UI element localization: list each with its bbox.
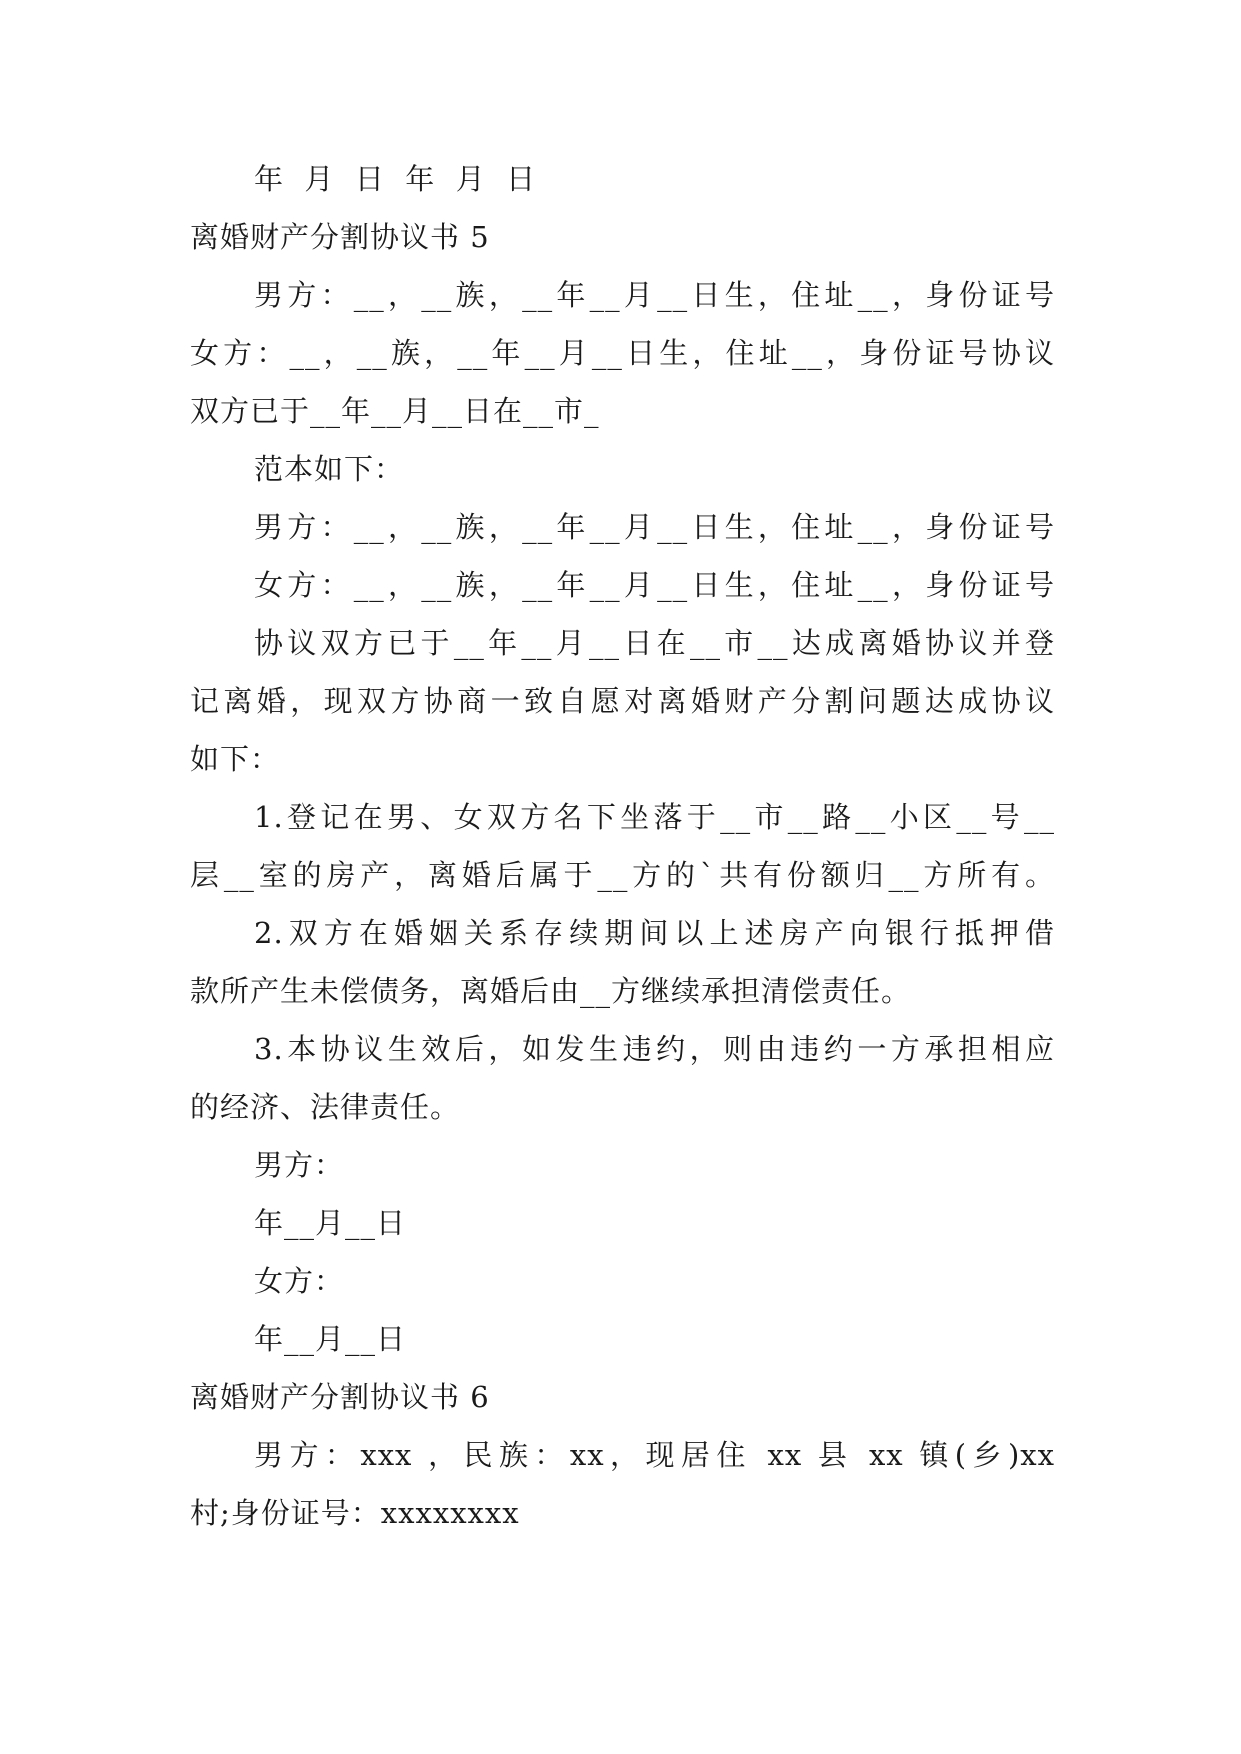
list-item-line: 层__室的房产，离婚后属于__方的`共有份额归__方所有。 xyxy=(190,858,1055,892)
date-line: 年 月 日 年 月 日 xyxy=(254,162,537,196)
paragraph-line: 男方：__，__族，__年__月__日生，住址__，身份证号 xyxy=(254,278,1055,312)
paragraph-line: 如下： xyxy=(190,742,281,776)
paragraph-line: 协议双方已于__年__月__日在__市__达成离婚协议并登 xyxy=(254,626,1055,660)
paragraph-line: 记离婚，现双方协商一致自愿对离婚财产分割问题达成协议 xyxy=(190,684,1055,718)
paragraph-line: 范本如下： xyxy=(254,452,405,486)
list-item-line: 3.本协议生效后，如发生违约，则由违约一方承担相应 xyxy=(254,1032,1055,1066)
paragraph-line: 双方已于__年__月__日在__市_ xyxy=(190,394,600,428)
paragraph-line: 男方：xxx ，民族：xx，现居住 xx 县 xx 镇(乡)xx xyxy=(254,1438,1055,1472)
signature-label: 男方： xyxy=(254,1148,345,1182)
signature-label: 女方： xyxy=(254,1264,345,1298)
paragraph-line: 女方：__，__族，__年__月__日生，住址__，身份证号协议 xyxy=(190,336,1055,370)
signature-date: 年__月__日 xyxy=(254,1206,407,1240)
list-item-line: 2.双方在婚姻关系存续期间以上述房产向银行抵押借 xyxy=(254,916,1055,950)
list-item-line: 1.登记在男、女双方名下坐落于__市__路__小区__号__ xyxy=(254,800,1055,834)
section-title: 离婚财产分割协议书 5 xyxy=(190,220,490,254)
list-item-line: 款所产生未偿债务，离婚后由__方继续承担清偿责任。 xyxy=(190,974,912,1008)
paragraph-line: 男方：__，__族，__年__月__日生，住址__，身份证号 xyxy=(254,510,1055,544)
list-item-line: 的经济、法律责任。 xyxy=(190,1090,461,1124)
document-body xyxy=(190,160,1055,1552)
paragraph-line: 女方：__，__族，__年__月__日生，住址__，身份证号 xyxy=(254,568,1055,602)
paragraph-line: 村;身份证号：xxxxxxxx xyxy=(190,1496,520,1530)
signature-date: 年__月__日 xyxy=(254,1322,407,1356)
section-title: 离婚财产分割协议书 6 xyxy=(190,1380,490,1414)
